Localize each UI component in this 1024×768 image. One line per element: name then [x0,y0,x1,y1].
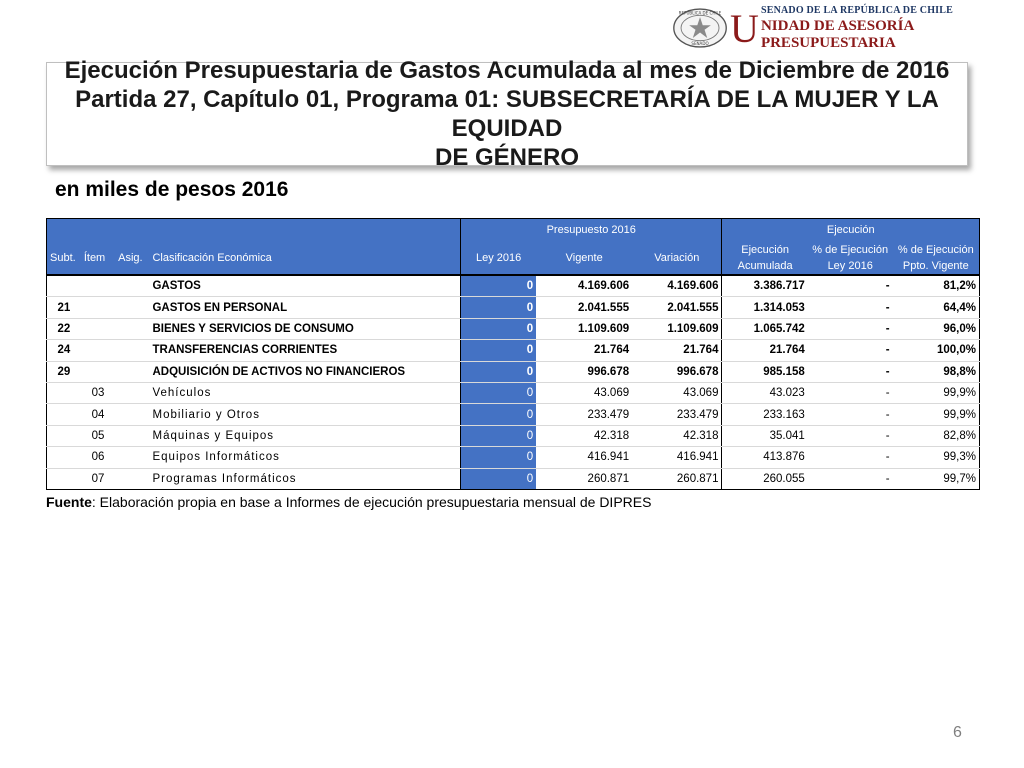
cell-asig [115,275,149,297]
cell-pct-ley: - [808,361,893,382]
cell-clasificacion: Equipos Informáticos [149,447,460,468]
cell-item: 05 [81,425,115,446]
units-subtitle: en miles de pesos 2016 [55,178,289,201]
cell-pct-ley: - [808,425,893,446]
cell-pct-vigente: 100,0% [893,340,980,361]
cell-ley: 0 [460,404,536,425]
cell-ejecucion-acumulada: 35.041 [722,425,808,446]
cell-ley: 0 [460,382,536,403]
table-row [47,425,980,446]
cell-subt: 21 [47,297,81,318]
col-header-item: Ítem [81,241,115,275]
cell-ejecucion-acumulada: 43.023 [722,382,808,403]
cell-item [81,297,115,318]
cell-vigente: 21.764 [536,340,632,361]
group-header-ejecucion: Ejecución [722,219,980,242]
table-row [47,275,980,297]
cell-asig [115,382,149,403]
cell-subt: 29 [47,361,81,382]
cell-item: 04 [81,404,115,425]
cell-pct-vigente: 99,7% [893,468,980,489]
source-label: Fuente [46,494,92,510]
cell-subt [47,425,81,446]
table-row [47,361,980,382]
cell-vigente: 4.169.606 [536,275,632,297]
cell-pct-vigente: 99,9% [893,382,980,403]
cell-pct-vigente: 99,9% [893,404,980,425]
cell-variacion: 43.069 [632,382,722,403]
cell-item: 07 [81,468,115,489]
cell-pct-vigente: 99,3% [893,447,980,468]
cell-clasificacion: GASTOS EN PERSONAL [149,297,460,318]
cell-vigente: 233.479 [536,404,632,425]
cell-variacion: 1.109.609 [632,318,722,339]
page-title-line-2: Partida 27, Capítulo 01, Programa 01: SUBSECRETARÍA DE LA MUJER Y LA EQUIDAD [75,86,939,142]
cell-variacion: 21.764 [632,340,722,361]
cell-pct-ley: - [808,340,893,361]
cell-subt [47,275,81,297]
cell-item: 03 [81,382,115,403]
cell-ejecucion-acumulada: 1.314.053 [722,297,808,318]
cell-pct-vigente: 82,8% [893,425,980,446]
col-header-asig: Asig. [115,241,149,275]
cell-ley: 0 [460,447,536,468]
cell-vigente: 260.871 [536,468,632,489]
cell-variacion: 42.318 [632,425,722,446]
cell-subt: 22 [47,318,81,339]
cell-asig [115,447,149,468]
table-body [47,275,980,489]
table-row [47,318,980,339]
cell-ley: 0 [460,318,536,339]
cell-pct-ley: - [808,297,893,318]
header-spacer [47,219,461,242]
cell-ejecucion-acumulada: 985.158 [722,361,808,382]
col-header-pct-vigente-line-1: % de Ejecución [897,243,974,256]
cell-vigente: 416.941 [536,447,632,468]
senate-seal-icon [672,5,728,51]
cell-ley: 0 [460,468,536,489]
cell-item [81,318,115,339]
cell-ley: 0 [460,425,536,446]
col-header-clasificacion: Clasificación Económica [149,241,460,275]
cell-pct-vigente: 81,2% [893,275,980,297]
cell-ejecucion-acumulada: 260.055 [722,468,808,489]
cell-subt [47,447,81,468]
cell-clasificacion: ADQUISICIÓN DE ACTIVOS NO FINANCIEROS [149,361,460,382]
table-row [47,297,980,318]
cell-clasificacion: Vehículos [149,382,460,403]
col-header-ejecucion-acumulada-line-1: Ejecución [741,243,789,256]
cell-clasificacion: TRANSFERENCIAS CORRIENTES [149,340,460,361]
page-title-line-1: Ejecución Presupuestaria de Gastos Acumulada al mes de Diciembre de 2016 [64,57,950,84]
cell-pct-ley: - [808,468,893,489]
cell-item: 06 [81,447,115,468]
cell-asig [115,468,149,489]
cell-variacion: 996.678 [632,361,722,382]
table-row [47,447,980,468]
cell-subt [47,382,81,403]
cell-item [81,275,115,297]
cell-vigente: 42.318 [536,425,632,446]
cell-vigente: 1.109.609 [536,318,632,339]
cell-subt [47,404,81,425]
cell-ley: 0 [460,297,536,318]
page-title-line-3: DE GÉNERO [434,144,580,171]
cell-asig [115,318,149,339]
cell-clasificacion: Programas Informáticos [149,468,460,489]
cell-pct-ley: - [808,275,893,297]
seal-text-top: REPÚBLICA DE CHILE [678,10,722,16]
source-note [46,494,651,510]
col-header-pct-vigente [893,241,980,275]
cell-variacion: 2.041.555 [632,297,722,318]
col-header-pct-ley [808,241,893,275]
col-header-ley: Ley 2016 [460,241,536,275]
cell-ley: 0 [460,361,536,382]
col-header-subt: Subt. [47,241,81,275]
cell-asig [115,404,149,425]
cell-item [81,340,115,361]
cell-pct-vigente: 64,4% [893,297,980,318]
col-header-variacion: Variación [632,241,722,275]
cell-clasificacion: Máquinas y Equipos [149,425,460,446]
cell-ejecucion-acumulada: 1.065.742 [722,318,808,339]
cell-ejecucion-acumulada: 21.764 [722,340,808,361]
logo-initial: U [730,6,759,51]
cell-clasificacion: Mobiliario y Otros [149,404,460,425]
col-header-pct-vigente-line-2: Ppto. Vigente [902,259,969,272]
seal-text-bottom: SENADO [691,41,709,47]
title-box [46,57,968,171]
budget-execution-table [46,218,980,490]
senate-budget-unit-logo [672,4,1024,52]
cell-asig [115,297,149,318]
cell-variacion: 4.169.606 [632,275,722,297]
cell-ejecucion-acumulada: 413.876 [722,447,808,468]
cell-variacion: 233.479 [632,404,722,425]
table-row [47,382,980,403]
page-number: 6 [953,724,962,741]
logo-top-text: SENADO DE LA REPÚBLICA DE CHILE [760,4,954,16]
col-header-vigente: Vigente [536,241,632,275]
table-row [47,404,980,425]
cell-pct-vigente: 96,0% [893,318,980,339]
cell-pct-ley: - [808,404,893,425]
cell-asig [115,425,149,446]
cell-asig [115,340,149,361]
cell-subt [47,468,81,489]
cell-clasificacion: GASTOS [149,275,460,297]
col-header-pct-ley-line-1: % de Ejecución [812,243,889,256]
cell-vigente: 43.069 [536,382,632,403]
col-header-ejecucion-acumulada [722,241,808,275]
table-row [47,468,980,489]
cell-asig [115,361,149,382]
cell-vigente: 996.678 [536,361,632,382]
cell-ejecucion-acumulada: 3.386.717 [722,275,808,297]
source-text: : Elaboración propia en base a Informes de ejecución presupuestaria mensual de DIPRES [91,494,652,510]
group-header-presupuesto: Presupuesto 2016 [460,219,722,242]
cell-item [81,361,115,382]
table-row [47,340,980,361]
col-header-ejecucion-acumulada-line-2: Acumulada [737,259,793,272]
cell-clasificacion: BIENES Y SERVICIOS DE CONSUMO [149,318,460,339]
col-header-pct-ley-line-2: Ley 2016 [827,259,873,272]
logo-bottom-text: NIDAD DE ASESORÍA PRESUPUESTARIA [760,17,914,51]
cell-ley: 0 [460,340,536,361]
cell-pct-ley: - [808,447,893,468]
cell-vigente: 2.041.555 [536,297,632,318]
cell-pct-ley: - [808,382,893,403]
cell-ley: 0 [460,275,536,297]
cell-variacion: 260.871 [632,468,722,489]
cell-variacion: 416.941 [632,447,722,468]
cell-pct-vigente: 98,8% [893,361,980,382]
cell-pct-ley: - [808,318,893,339]
cell-subt: 24 [47,340,81,361]
table-header [47,219,980,276]
cell-ejecucion-acumulada: 233.163 [722,404,808,425]
logo-text [761,5,1024,52]
